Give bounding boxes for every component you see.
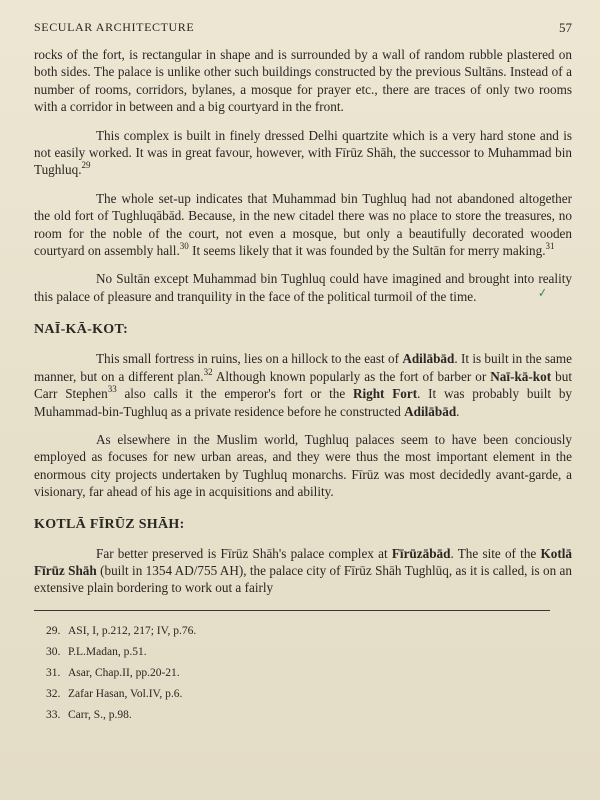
paragraph-7 (34, 545, 572, 597)
tick-mark-icon: ✓ (537, 284, 549, 301)
p7-text-c: . The site of the (450, 545, 541, 561)
p5-bold-right-fort: Right Fort (352, 386, 418, 402)
footnotes (34, 621, 572, 726)
footnote-number: 32. (46, 687, 61, 700)
paragraph-1: rocks of the fort, is rectangular in shape and is surrounded by a wall of random rubble plastered on both sides. The palace is unlike other such buildings constructed by the previous Sultāns. Instead of a number of rooms, corridors, bylanes, a mosque for prayer etc., there are traces of only two rooms with a corridor in between and a big courtyard in the front. (34, 47, 572, 115)
p5-text-e: but Carr Stephen (34, 368, 572, 402)
footnote-text: Carr, S., p.98. (68, 708, 132, 721)
footnote-item (46, 663, 572, 684)
p5-text-f: also calls it the emperor's fort or the (116, 386, 353, 402)
p7-bold-kotla-firuz-shah: Kotlā Fīrūz Shāh (34, 545, 572, 578)
footnote-item (46, 642, 572, 663)
p5-text-d: Although known popularly as the fort of barber or (212, 368, 491, 384)
paragraph-6: As elsewhere in the Muslim world, Tughluq palaces seem to have been conciously employed as focuses for new urban areas, and they were thus the most important element in the enormous city projects undertaken by Tughluq monarchs. Fīrūz was most decidedly avant-garde, a visionary, far ahead of his age in acquisitions and ability. (34, 431, 572, 500)
footnote-item (46, 705, 572, 726)
footnote-number: 30. (46, 645, 61, 658)
footnote-number: 33. (46, 708, 61, 721)
footnote-ref-32: 32 (203, 366, 213, 377)
footnote-ref-31: 31 (545, 241, 555, 252)
section-heading-nai-ka-kot: NAĪ-KĀ-KOT: (34, 322, 129, 338)
footnote-divider (34, 610, 550, 611)
paragraph-3 (34, 190, 572, 260)
footnote-number: 31. (46, 666, 61, 679)
running-title: SECULAR ARCHITECTURE (34, 20, 195, 34)
footnote-text: Asar, Chap.II, pp.20-21. (68, 666, 180, 679)
footnote-item (46, 684, 572, 705)
paragraph-3-text-a: The whole set-up indicates that Muhammad bin Tughluq had not abandoned altogether the old fort of Tughluqābād. Because, in the new citadel there was no place to store the treasures, no room for the noble of the court, not even a mosque, but only a beautifully decorated wooden courtyard on assembly hall. (34, 190, 572, 259)
footnote-number: 29. (46, 624, 61, 637)
page-number: 57 (559, 20, 572, 35)
paragraph-2-text: This complex is built in finely dressed Delhi quartzite which is a very hard stone and is not easily worked. It was in great favour, however, with Fīrūz Shāh, the successor to Muhammad bin Tughluq. (34, 127, 572, 178)
footnote-item (46, 621, 572, 642)
footnote-text: P.L.Madan, p.51. (68, 645, 147, 658)
footnote-text: ASI, I, p.212, 217; IV, p.76. (68, 624, 197, 637)
p5-bold-adilabad: Adilābād (402, 351, 455, 367)
p5-text-a: This small fortress in ruins, lies on a hillock to the east of (96, 351, 403, 367)
footnote-ref-33: 33 (107, 384, 117, 395)
paragraph-5 (34, 350, 572, 420)
p7-text-a: Far better preserved is Fīrūz Shāh's palace complex at (96, 545, 392, 561)
p7-bold-firuzabad: Fīrūzābād (391, 545, 451, 561)
footnote-ref-29: 29 (81, 160, 91, 171)
footnote-ref-30: 30 (179, 241, 189, 252)
p5-bold-adilabad-2: Adilābād (404, 403, 457, 419)
paragraph-4-text: No Sultān except Muhammad bin Tughluq could have imagined and brought into reality this palace of pleasure and tranquility in the face of the political turmoil of the time. (34, 271, 572, 304)
footnote-text: Zafar Hasan, Vol.IV, p.6. (68, 687, 183, 700)
running-head (34, 20, 572, 36)
section-heading-kotla-firuz-shah: KOTLĀ FĪRŪZ SHĀH: (34, 516, 185, 532)
paragraph-3-text-b: It seems likely that it was founded by the Sultān for merry making. (188, 243, 546, 259)
p5-bold-nai-ka-kot: Naī-kā-kot (490, 368, 552, 384)
paragraph-2 (34, 127, 572, 179)
paragraph-4 (34, 270, 572, 306)
p7-text-d: (built in 1354 AD/755 AH), the palace city of Fīrūz Shāh Tughlūq, as it is called, is on an extensive plain bordering to work out a fairly (34, 562, 572, 596)
p5-text-h: . (456, 403, 460, 419)
p5-text-c: . It is built in the same manner, but on a different plan. (34, 351, 572, 384)
p5-text-g: . It was probably built by Muhammad-bin-Tughluq as a private residence before he constructed (34, 386, 573, 419)
